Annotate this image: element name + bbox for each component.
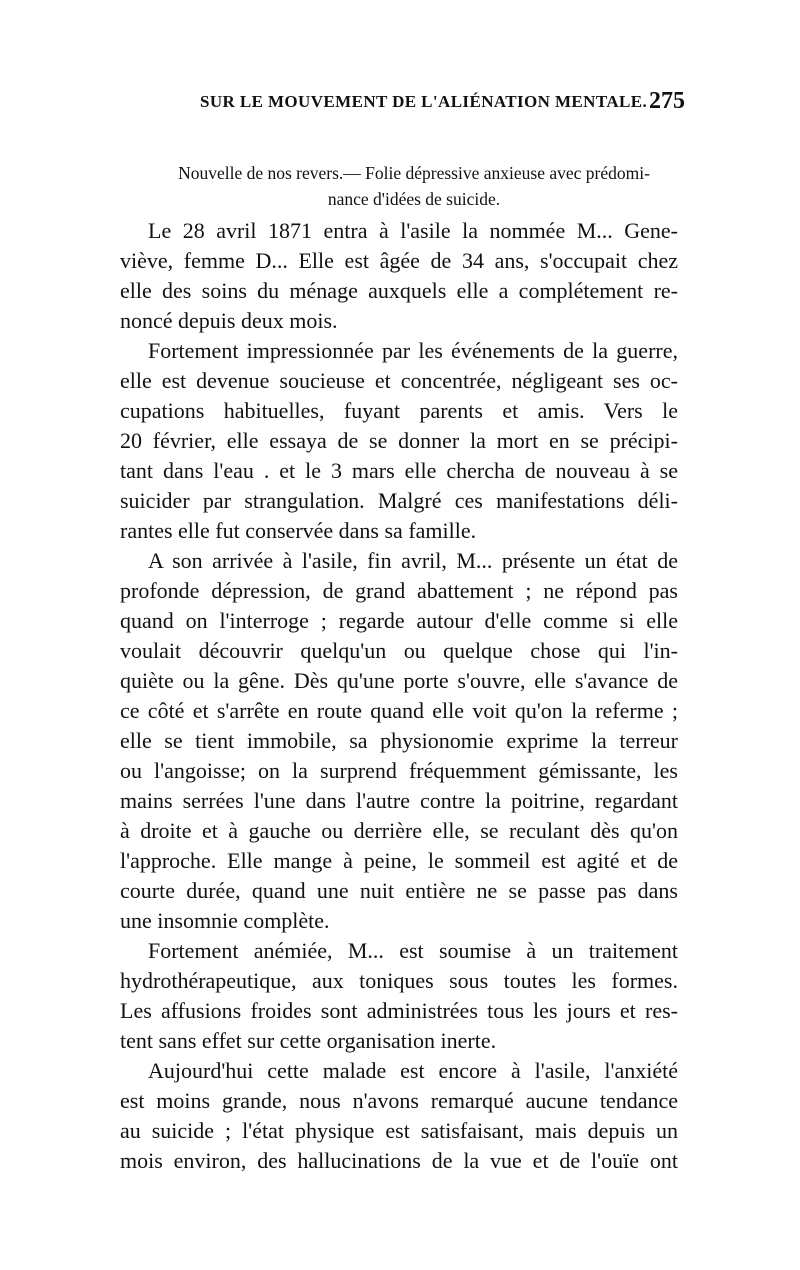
text-line: quand on l'interroge ; regarde autour d'elle comme si elle [120,608,678,633]
text-line: elle est devenue soucieuse et concentrée, négligeant ses oc- [120,368,678,393]
text-line: est moins grande, nous n'avons remarqué aucune tendance [120,1088,678,1113]
text-line: au suicide ; l'état physique est satisfaisant, mais depuis un [120,1118,678,1143]
text-line: voulait découvrir quelqu'un ou quelque chose qui l'in- [120,638,678,663]
text-line: l'approche. Elle mange à peine, le sommeil est agité et de [120,848,678,873]
text-line: ce côté et s'arrête en route quand elle voit qu'on la referme ; [120,698,678,723]
caption-line: Nouvelle de nos revers.— Folie dépressive anxieuse avec prédomi- [178,163,650,183]
text-line: à droite et à gauche ou derrière elle, se reculant dès qu'on [120,818,678,843]
text-line: hydrothérapeutique, aux toniques sous toutes les formes. [120,968,678,993]
text-line: une insomnie complète. [120,908,330,933]
text-line: quiète ou la gêne. Dès qu'une porte s'ouvre, elle s'avance de [120,668,678,693]
page-number: 275 [649,88,685,114]
text-line: 20 février, elle essaya de se donner la mort en se précipi- [120,428,678,453]
text-line: A son arrivée à l'asile, fin avril, M... présente un état de [148,548,678,573]
text-line: tent sans effet sur cette organisation inerte. [120,1028,497,1053]
text-line: Aujourd'hui cette malade est encore à l'asile, l'anxiété [148,1058,678,1083]
text-line: suicider par strangulation. Malgré ces manifestations déli- [120,488,678,513]
text-line: Fortement impressionnée par les événements de la guerre, [148,338,678,363]
text-line: profonde dépression, de grand abattement ; ne répond pas [120,578,678,603]
text-line: viève, femme D... Elle est âgée de 34 ans, s'occupait chez [120,248,678,273]
case-caption [148,160,680,212]
text-line: Fortement anémiée, M... est soumise à un traitement [148,938,678,963]
text-line: ou l'angoisse; on la surprend fréquemment gémissante, les [120,758,678,783]
running-title: SUR LE MOUVEMENT DE L'ALIÉNATION MENTALE. [200,92,648,111]
caption-line: nance d'idées de suicide. [327,189,501,209]
text-line: elle des soins du ménage auxquels elle a complétement re- [120,278,678,303]
text-line: elle se tient immobile, sa physionomie exprime la terreur [120,728,678,753]
text-line: tant dans l'eau . et le 3 mars elle chercha de nouveau à se [120,458,678,483]
running-head [200,88,685,122]
text-line: noncé depuis deux mois. [120,308,338,333]
text-line: cupations habituelles, fuyant parents et amis. Vers le [120,398,678,423]
text-line: Les affusions froides sont administrées tous les jours et res- [120,998,678,1023]
text-line: mois environ, des hallucinations de la vue et de l'ouïe ont [120,1148,678,1173]
text-line: Le 28 avril 1871 entra à l'asile la nommée M... Gene- [148,218,678,243]
text-line: mains serrées l'une dans l'autre contre la poitrine, regardant [120,788,678,813]
text-line: courte durée, quand une nuit entière ne se passe pas dans [120,878,678,903]
text-line: rantes elle fut conservée dans sa famille. [120,518,477,543]
